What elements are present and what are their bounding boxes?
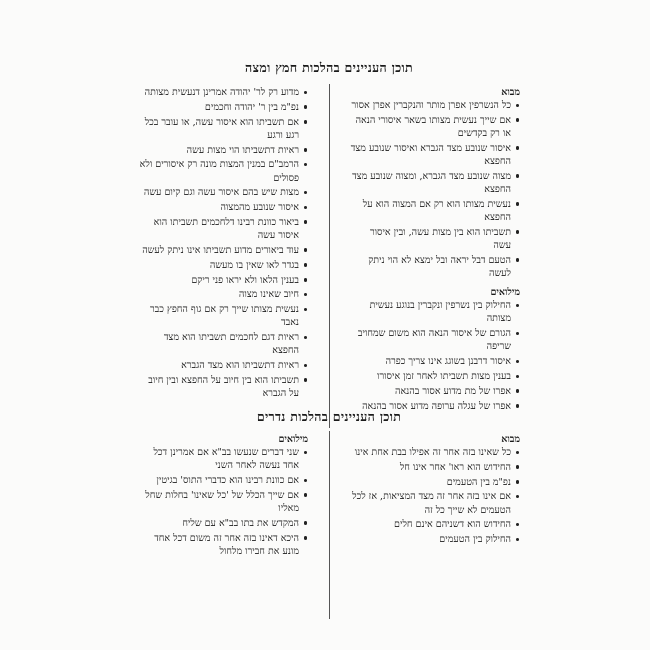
- toc-item: אם כוונת רבינו הוא כדברי התוס' בגיטין: [138, 474, 308, 487]
- toc-item: מצוה שנובע מצד הגברא, ומצוה שנובע מצד החפצא: [350, 170, 520, 196]
- toc-list: [138, 86, 308, 400]
- toc-item: ראיות דתשביתו הוי מצות עשה: [138, 144, 308, 157]
- toc-item: נפ"מ בין הטעמים: [350, 476, 520, 489]
- toc-item: עוד ביאורים מדוע תשביתו אינו ניתק לעשה: [138, 244, 308, 257]
- toc-item: נעשית מצותו שייך רק אם גוף החפץ כבר נאבד: [138, 303, 308, 329]
- toc-list: [350, 446, 520, 546]
- toc-column-left: [138, 433, 308, 560]
- toc-column-left: [138, 86, 308, 414]
- toc-item: אם אינו בזה אחר זה מצד המציאות, אז לכל הטעמים לא שייך כל זה: [350, 490, 520, 516]
- section-title: תוכן העניינים בהלכות חמץ ומצה: [245, 60, 413, 75]
- toc-item: תשביתו הוא בין מצות עשה, ובין איסור עשה: [350, 226, 520, 252]
- toc-item: איסור שנובע מהמצוה: [138, 201, 308, 214]
- toc-item: המקדש את בתו בב"א עם שליח: [138, 517, 308, 530]
- toc-item: הטעם דבל יראה ובל ימצא לא הוי ניתק לעשה: [350, 254, 520, 280]
- toc-item: החילוק בין הטעמים: [350, 533, 520, 546]
- column-header-addenda: מילואים: [278, 434, 308, 445]
- toc-section-chametz: [138, 60, 520, 414]
- toc-item: בענין הלאו ולא יראו פני ריקם: [138, 274, 308, 287]
- toc-item: אם שייך הכלל של 'כל שאינו' בחלות שחל מאליו: [138, 489, 308, 515]
- toc-item: אפרו של מת מדוע אסור בהנאה: [350, 385, 520, 398]
- toc-item: איסור דרבנן בשוגג אינו צריך כפרה: [350, 355, 520, 368]
- toc-item: מצות שיש בהם איסור עשה וגם קיום עשה: [138, 186, 308, 199]
- toc-item: כל הנשרפין אפרן מותר והנקברין אפרן אסור: [350, 99, 520, 112]
- toc-columns: [138, 433, 520, 560]
- toc-list: [138, 446, 308, 558]
- toc-item: שני דברים שנעשו בב"א אם אמרינן דכל אחד נעשה לאחר השני: [138, 446, 308, 472]
- toc-item: נפ"מ בין ר' יהודה וחכמים: [138, 101, 308, 114]
- column-divider: [329, 84, 330, 428]
- toc-item: אם תשביתו הוא איסור עשה, או עובר בכל רגע ורגע: [138, 116, 308, 142]
- column-header-intro: מבוא: [501, 434, 520, 445]
- toc-item: מדוע רק לר' יהודה אמרינן דנעשית מצותה: [138, 86, 308, 99]
- toc-item: ראיות דתשביתו הוא מצד הגברא: [138, 359, 308, 372]
- toc-item: החילוק בין נשרפין ונקברין בנוגע נעשית מצותה: [350, 299, 520, 325]
- column-header-intro: מבוא: [501, 87, 520, 98]
- toc-item: אפרו של עגלה ערופה מדוע אסור בהנאה: [350, 400, 520, 413]
- toc-section-nedarim: [138, 409, 520, 560]
- toc-item: אם שייך נעשית מצותו בשאר איסורי הנאה או רק בקדשים: [350, 114, 520, 140]
- toc-item: הרמב"ם במנין המצות מונה רק איסורים ולא פסולים: [138, 158, 308, 184]
- toc-item: בגדר לאו שאין בו מעשה: [138, 259, 308, 272]
- toc-item: בענין מצות תשביתו לאחר זמן איסורו: [350, 370, 520, 383]
- toc-item: תשביתו הוא בין חיוב על החפצא ובין חיוב על הגברא: [138, 374, 308, 400]
- toc-item: החידוש הוא ראו' אחר אינו חל: [350, 461, 520, 474]
- column-divider: [329, 431, 330, 619]
- toc-item: הגורם של איסור הנאה הוא משום שמחויב שריפה: [350, 327, 520, 353]
- toc-column-right: [350, 433, 520, 560]
- toc-list: [350, 299, 520, 413]
- toc-item: החידוש הוא דשניהם אינם חלים: [350, 518, 520, 531]
- toc-item: נעשית מצותו הוא רק אם המצוה הוא על החפצא: [350, 198, 520, 224]
- toc-item: כל שאינו בזה אחר זה אפילו בבת אחת אינו: [350, 446, 520, 459]
- toc-item: ביאור כוונת רבינו דלחכמים תשביתו הוא איסור עשה: [138, 216, 308, 242]
- toc-item: היכא דאינו בזה אחר זה משום דכל אחד מונע את חבירו מלחול: [138, 532, 308, 558]
- toc-columns: [138, 86, 520, 414]
- column-header-addenda: מילואים: [490, 287, 520, 299]
- toc-item: חיוב שאינו מצוה: [138, 288, 308, 301]
- toc-column-right: [350, 86, 520, 414]
- toc-item: ראיות דגם לחכמים תשביתו הוא מצד החפצא: [138, 331, 308, 357]
- toc-item: איסור שנובע מצד הגברא ואיסור שנובע מצד החפצא: [350, 142, 520, 168]
- section-title: תוכן העניינים בהלכות נדרים: [256, 409, 402, 424]
- toc-list: [350, 99, 520, 280]
